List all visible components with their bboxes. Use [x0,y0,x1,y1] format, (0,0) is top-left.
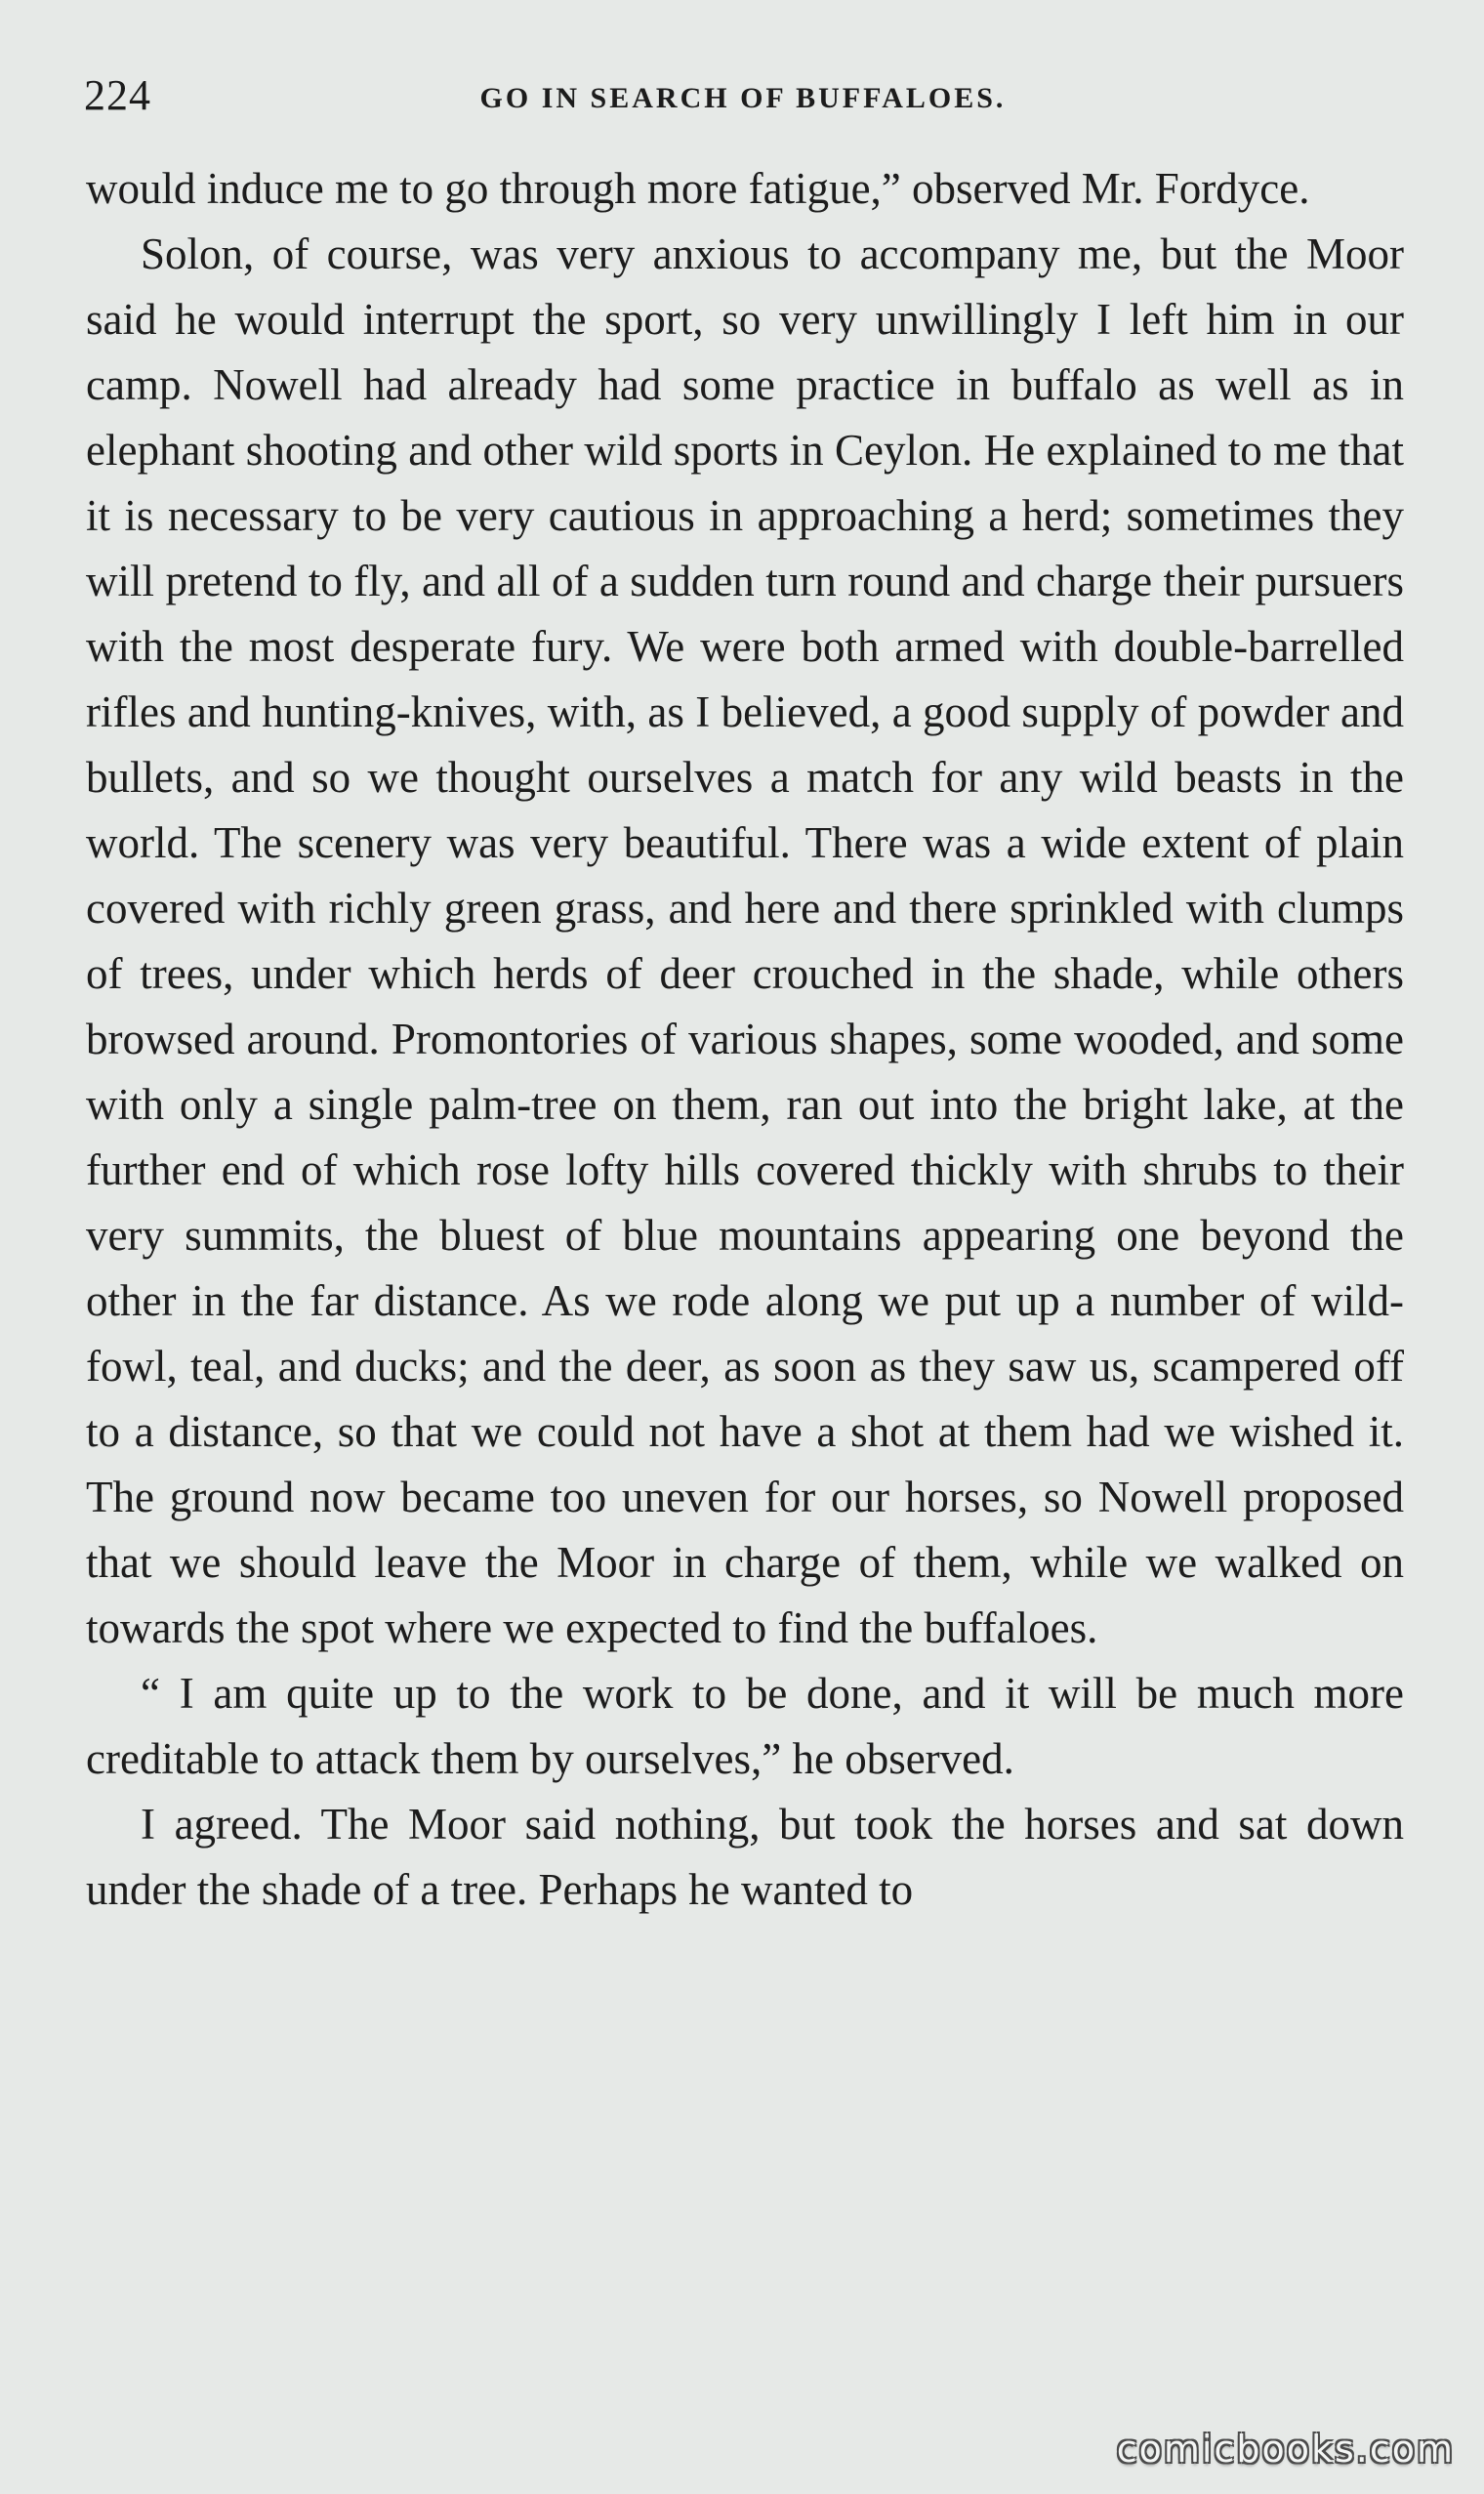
body-text [86,156,1404,1923]
paragraph-solon: Solon, of course, was very anxious to accompany me, but the Moor said he would interrupt the sport, so very unwillingly I left him in our camp. Nowell had already had some practice in buffalo as well as in elephant shooting and other wild sports in Ceylon. He explained to me that it is necessary to be very cautious in approaching a herd; sometimes they will pretend to fly, and all of a sudden turn round and charge their pursuers with the most desperate fury. We were both armed with double-barrelled rifles and hunting-knives, with, as I believed, a good supply of powder and bullets, and so we thought ourselves a match for any wild beasts in the world. The scenery was very beautiful. There was a wide extent of plain covered with richly green grass, and here and there sprinkled with clumps of trees, under which herds of deer crouched in the shade, while others browsed around. Promontories of various shapes, some wooded, and some with only a single palm-tree on them, ran out into the bright lake, at the further end of which rose lofty hills covered thickly with shrubs to their very summits, the bluest of blue mountains appearing one beyond the other in the far distance. As we rode along we put up a number of wild-fowl, teal, and ducks; and the deer, as soon as they saw us, scampered off to a distance, so that we could not have a shot at them had we wished it. The ground now became too uneven for our horses, so Nowell proposed that we should leave the Moor in charge of them, while we walked on towards the spot where we expected to find the buffaloes. [86,229,1404,1652]
page-number: 224 [84,71,151,119]
watermark-logo: comicbooks.com [1116,2428,1455,2471]
paragraph-quote: “ I am quite up to the work to be done, and it will be much more creditable to attack them by ourselves,” he observed. [86,1669,1404,1783]
paragraph-continuation: would induce me to go through more fatigue,” observed Mr. Fordyce. [86,164,1310,213]
paragraph-agreed: I agreed. The Moor said nothing, but took the horses and sat down under the shade of a tree. Perhaps he wanted to [86,1800,1404,1914]
running-head: GO IN SEARCH OF BUFFALOES. [479,82,1007,114]
page-header [84,66,1402,135]
